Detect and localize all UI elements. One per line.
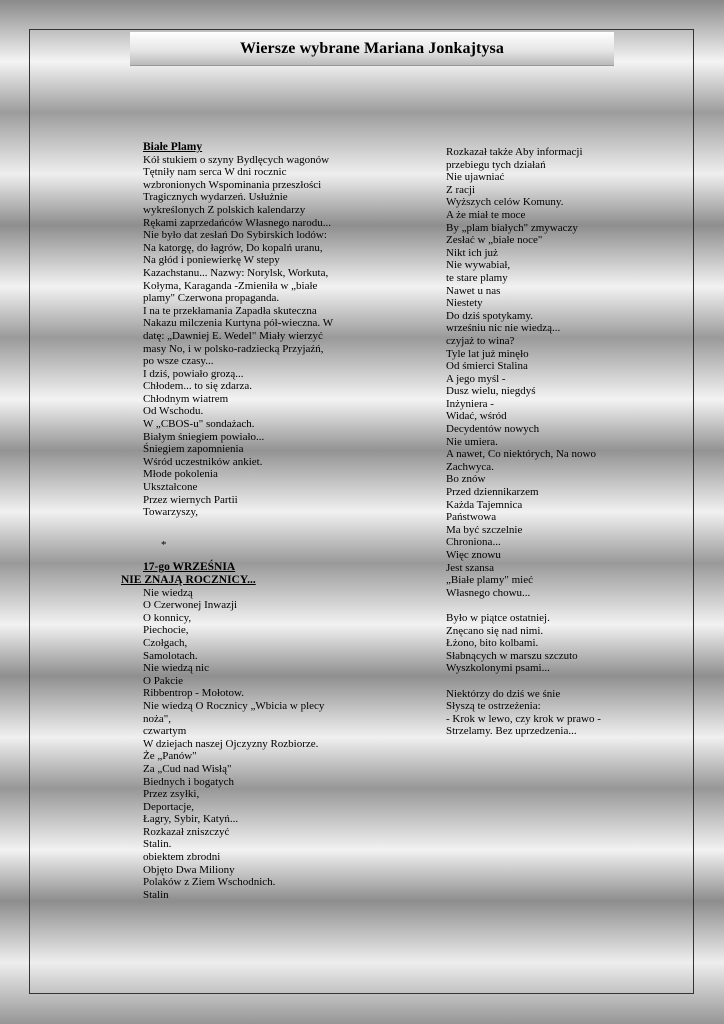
poem-line: Wśród uczestników ankiet. [143, 455, 263, 468]
poem-line: wrześniu nic nie wiedzą... [446, 322, 561, 335]
poem-line: Chłodnym wiatrem [143, 392, 229, 405]
poem-line: noża", [143, 712, 172, 725]
poem-line: By „plam białych" zmywaczy [446, 221, 578, 234]
right-stanza-1 [446, 146, 646, 599]
poem2-body [143, 587, 358, 902]
poem-line: Niestety [446, 297, 483, 310]
poem-line: A nawet, Co niektórych, Na nowo [446, 448, 596, 461]
poem-line: W „CBOS-u" sondażach. [143, 418, 255, 431]
poem1-heading: Białe Plamy [143, 141, 203, 153]
poem-line: Z racji [446, 183, 476, 196]
poem-line: Białym śniegiem powiało... [143, 430, 265, 443]
poem-line: O konnicy, [143, 611, 192, 624]
poem-line: Polaków z Ziem Wschodnich. [143, 876, 276, 889]
poem-line: Dusz wielu, niegdyś [446, 385, 536, 398]
poem-line: Wyższych celów Komuny. [446, 196, 564, 209]
poem-line: Było w piątce ostatniej. [446, 611, 550, 624]
poem-line: Łagry, Sybir, Katyń... [143, 813, 239, 826]
poem-line: masy No, i w polsko-radziecką Przyjaźń, [143, 342, 324, 355]
right-stanza-2 [446, 612, 646, 675]
poem-line: Znęcano się nad nimi. [446, 624, 544, 637]
poem2-heading-line1: 17-go WRZEŚNIA [143, 561, 236, 574]
poem1-body [143, 154, 358, 519]
poem-line: Na głód i poniewierkę W stepy [143, 254, 280, 267]
poem-line: Własnego chowu... [446, 586, 531, 599]
poem-line: po wsze czasy... [143, 355, 214, 368]
poem-line: obiektem zbrodni [143, 851, 221, 864]
poem-line: Strzelamy. Bez uprzedzenia... [446, 725, 577, 738]
poem-line: przebiegu tych działań [446, 158, 546, 171]
poem-line: A że miał te moce [446, 208, 526, 221]
poem-line: czwartym [143, 725, 187, 738]
poem-line: Nie wiedzą [143, 586, 193, 599]
right-stanza-3 [446, 688, 646, 738]
poem-line: Zesłać w „białe noce" [446, 234, 543, 247]
poem-line: O Czerwonej Inwazji [143, 599, 238, 612]
poem-line: Słabnących w marszu szczuto [446, 649, 578, 662]
poem-line: Jest szansa [446, 561, 494, 574]
poem-line: W dziejach naszej Ojczyzny Rozbiorze. [143, 737, 319, 750]
poem-line: Rozkazał także Aby informacji [446, 146, 583, 158]
right-column [446, 146, 646, 738]
poem-line: Nikt ich już [446, 246, 498, 259]
poem-line: Stalin. [143, 838, 172, 851]
poem-line: Więc znowu [446, 549, 501, 561]
poem-line: Niektórzy do dziś we śnie [446, 687, 561, 700]
poem-line: Do dziś spotykamy. [446, 309, 533, 322]
poem-line: datę: „Dawniej E. Wedel" Miały wierzyć [143, 329, 323, 342]
poem-line: Przed dziennikarzem [446, 486, 539, 499]
poem-line: Widać, wśród [446, 410, 507, 423]
poem-line: Słyszą te ostrzeżenia: [446, 700, 541, 713]
poem-line: - Krok w lewo, czy krok w prawo - [446, 712, 601, 725]
poem-line: Rękami zaprzedańców Własnego narodu... [143, 216, 331, 229]
poem-line: Państwowa [446, 511, 497, 524]
poem-line: Nie umiera. [446, 435, 498, 448]
poem-line: Chroniona... [446, 536, 501, 549]
poem-line: Ma być szczelnie [446, 523, 523, 536]
poem-line: Chłodem... to się zdarza. [143, 380, 253, 393]
poem-line: Tragicznych wydarzeń. Usłużnie [143, 191, 288, 204]
poem-line: Nie wiedzą O Rocznicy „Wbicia w plecy [143, 699, 325, 712]
poem-line: Nie ujawniać [446, 171, 505, 184]
poem-line: te stare plamy [446, 271, 508, 284]
poem-line: Rozkazał zniszczyć [143, 825, 230, 838]
poem-line: Wyszkolonymi psami... [446, 662, 550, 675]
poem-line: Ukształcone [143, 481, 198, 494]
poem-line: Inżyniera - [446, 397, 494, 410]
poem-line: Nawet u nas [446, 284, 501, 297]
poem-line: Przez zsyłki, [143, 788, 200, 801]
poem-line: Młode pokolenia [143, 468, 218, 481]
poem-line: Śniegiem zapomnienia [143, 443, 244, 456]
poem-line: Nie wiedzą nic [143, 662, 209, 675]
page-title: Wiersze wybrane Mariana Jonkajtysa [240, 39, 504, 57]
poem-line: Towarzyszy, [143, 506, 199, 519]
poem-line: Od śmierci Stalina [446, 360, 528, 373]
poem-line: Ribbentrop - Mołotow. [143, 687, 245, 700]
title-banner [130, 32, 614, 66]
poem-line: „Białe plamy" mieć [446, 574, 533, 587]
poem-line: Tyle lat już minęło [446, 347, 529, 360]
poem-line: Na katorgę, do łagrów, Do kopalń uranu, [143, 241, 323, 254]
poem-line: Za „Cud nad Wisłą" [143, 762, 232, 775]
poem-line: I dziś, powiało grozą... [143, 367, 244, 380]
poem-line: czyjaż to wina? [446, 334, 515, 347]
poem-line: Nakazu milczenia Kurtyna pół-wieczna. W [143, 317, 334, 330]
poem-line: Decydentów nowych [446, 423, 540, 436]
poem-line: Deportacje, [143, 800, 194, 813]
poem-line: Że „Panów" [143, 750, 197, 763]
poem-line: Samolotach. [143, 649, 198, 662]
poem-line: wzbronionych Wspominania przeszłości [143, 178, 322, 191]
poem-line: Kołyma, Karaganda -Zmieniła w „białe [143, 279, 318, 292]
poem-line: I na te przekłamania Zapadła skuteczna [143, 304, 317, 317]
poem2-heading-line2: NIE ZNAJĄ ROCZNICY... [121, 574, 256, 586]
poem-line: plamy" Czerwona propaganda. [143, 292, 280, 305]
poem-line: O Pakcie [143, 674, 184, 687]
poem-line: Przez wiernych Partii [143, 493, 238, 506]
left-column [121, 141, 358, 901]
poem-line: Czołgach, [143, 636, 188, 649]
poem-line: Kazachstanu... Nazwy: Norylsk, Workuta, [143, 266, 329, 279]
poem-line: Piechocie, [143, 624, 189, 637]
stanza-gap [446, 599, 646, 612]
poem-line: Stalin [143, 888, 169, 901]
poem-line: Od Wschodu. [143, 405, 204, 418]
poem-line: Każda Tajemnica [446, 498, 523, 511]
poem-line: Tętniły nam serca W dni rocznic [143, 166, 287, 179]
poem-line: Objęto Dwa Miliony [143, 863, 235, 876]
poem-line: Nie wywabiał, [446, 259, 511, 272]
stanza-gap [446, 675, 646, 688]
poem-line: Kół stukiem o szyny Bydlęcych wagonów [143, 153, 330, 166]
poem-line: Biednych i bogatych [143, 775, 235, 788]
poem-line: Łżono, bito kolbami. [446, 637, 539, 650]
poem-separator: * [161, 538, 167, 551]
poem-line: Zachwyca. [446, 460, 494, 473]
poem-line: Bo znów [446, 473, 486, 486]
poem-line: Nie było dat zesłań Do Sybirskich lodów: [143, 229, 327, 242]
poem-line: wykreślonych Z polskich kalendarzy [143, 203, 306, 216]
poem-line: A jego myśl - [446, 372, 506, 385]
